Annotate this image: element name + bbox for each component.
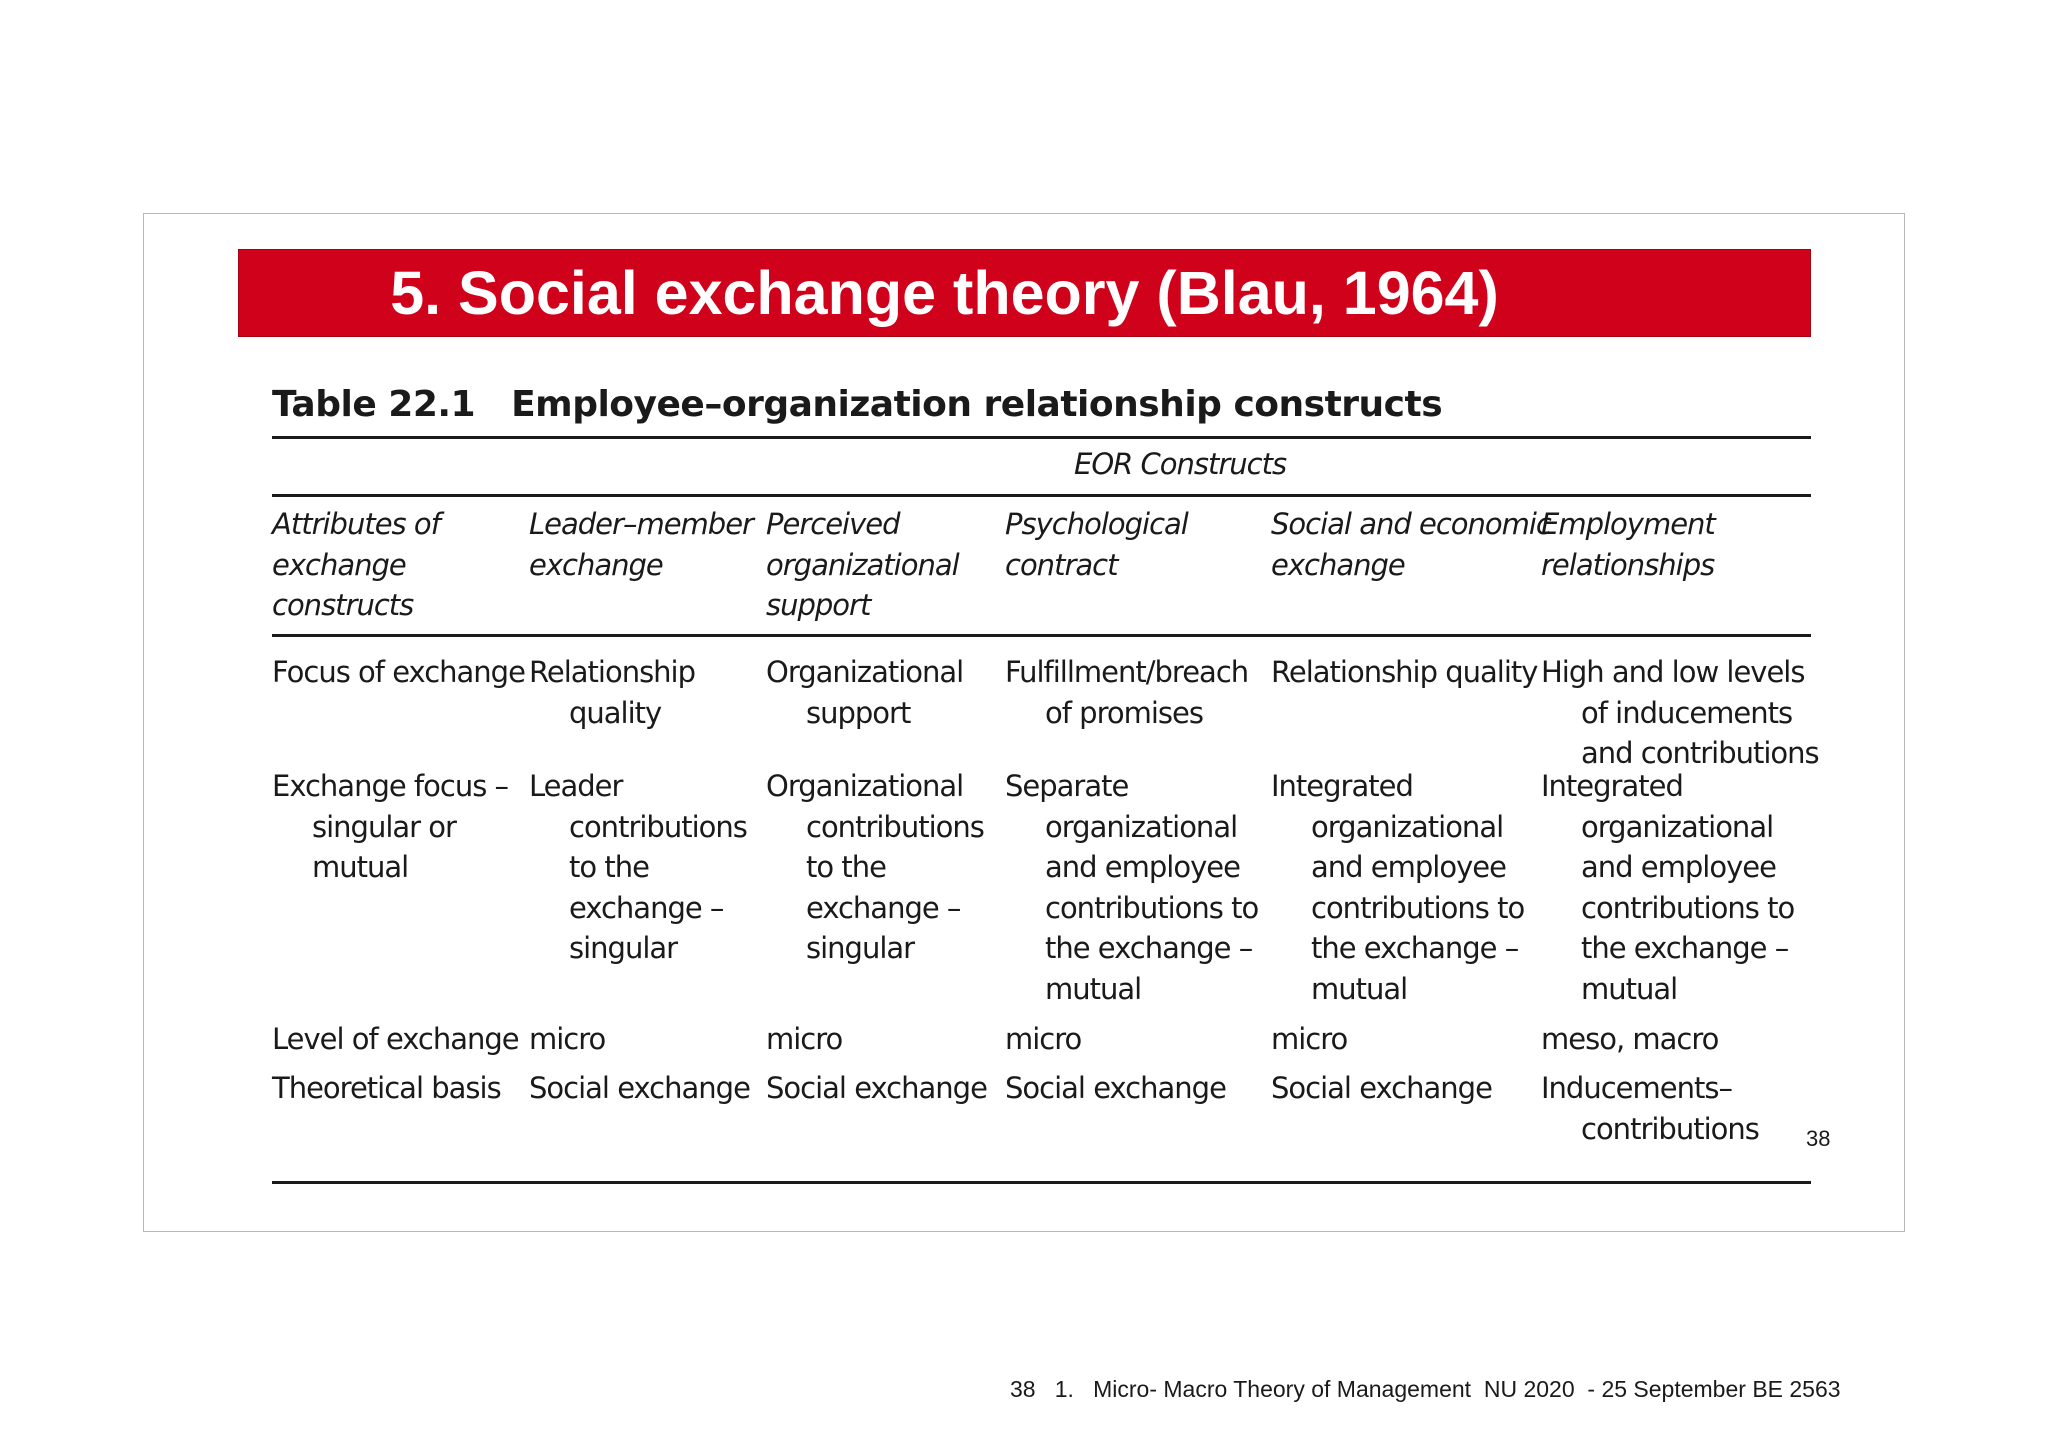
cell-line: micro [529,1022,606,1056]
cell-line: to the [806,850,886,884]
cell-line: micro [766,1022,843,1056]
cell-line: Social exchange [1005,1071,1226,1105]
table-cell [1005,1068,1226,1109]
cell-line: of inducements [1581,695,1793,730]
cell-line: organizational [766,547,959,582]
top-rule [272,436,1811,439]
cell-line: and employee [1311,850,1506,884]
cell-line: exchange [1271,547,1405,582]
cell-line: contributions [806,809,984,844]
cell-line: contributions [1581,1111,1759,1146]
table-cell [1005,1019,1081,1060]
cell-line: Focus of exchange [272,655,525,689]
cell-line: High and low levels [1541,655,1805,689]
cell-line: and contributions [1581,736,1819,770]
cell-line: Integrated [1271,769,1413,803]
cell-line: to the [569,850,649,884]
cell-line: mutual [312,850,409,884]
table-cell [1271,1019,1347,1060]
table-cell [766,1068,987,1109]
cell-line: Organizational [766,655,964,689]
cell-line: Separate [1005,769,1129,803]
cell-line: Level of exchange [272,1022,519,1056]
table-cell [529,766,747,969]
cell-line: Relationship quality [1271,655,1538,689]
column-header [529,504,753,585]
column-header [1271,504,1551,585]
row-label [272,1068,501,1109]
table-title: Employee–organization relationship constructs [511,384,1443,425]
slide-heading: 5. Social exchange theory (Blau, 1964) [390,259,1499,327]
cell-line: Organizational [766,769,964,803]
cell-line: micro [1005,1022,1082,1056]
cell-line: of promises [1045,695,1203,730]
cell-line: singular [569,931,678,965]
cell-line: Exchange focus – [272,769,509,803]
cell-line: micro [1271,1022,1348,1056]
cell-line: mutual [1581,971,1678,1006]
footer [1010,1376,1841,1403]
cell-line: Social exchange [529,1071,750,1105]
table-cell [1541,1068,1759,1149]
cell-line: organizational [1045,809,1238,844]
cell-line: mutual [1311,971,1408,1006]
column-header [1005,504,1188,585]
table-cell [766,766,984,969]
cell-line: Inducements– [1541,1071,1732,1105]
cell-line: Fulfillment/breach [1005,655,1249,689]
table-cell [529,1019,605,1060]
cell-line: Integrated [1541,769,1683,803]
slide-frame [143,213,1905,1232]
column-header [272,504,440,626]
group-header: EOR Constructs [1074,447,1287,481]
cell-line: support [766,588,871,622]
table-cell [1005,766,1258,1009]
cell-line: the exchange – [1581,931,1789,965]
cell-line: Leader–member [529,507,753,541]
cell-line: Perceived [766,507,900,541]
table-number: Table 22.1 [272,384,476,425]
cell-line: the exchange – [1311,931,1519,965]
footer-page-number: 38 [1010,1376,1036,1402]
cell-line: support [806,695,911,730]
cell-line: Social and economic [1271,507,1551,541]
table-cell [1271,1068,1492,1109]
cell-line: Psychological [1005,507,1188,541]
cell-line: Social exchange [1271,1071,1492,1105]
cell-line: exchange [272,547,406,582]
cell-line: Employment [1541,507,1715,541]
table-cell [1541,766,1794,1009]
column-header [1541,504,1715,585]
slide-corner-number: 38 [1806,1126,1831,1151]
footer-text: 1. Micro- Macro Theory of Management NU 2020 - 25 September BE 2563 [1054,1376,1841,1402]
cell-line: Social exchange [766,1071,987,1105]
cell-line: quality [569,695,662,730]
cell-line: meso, macro [1541,1022,1719,1056]
table-cell [1271,652,1537,693]
cell-line: singular or [312,809,456,844]
table-cell [529,1068,750,1109]
cell-line: contributions to [1581,890,1795,925]
cell-line: the exchange – [1045,931,1253,965]
table-cell [1005,652,1248,733]
cell-line: and employee [1581,850,1776,884]
cell-line: constructs [272,588,414,622]
cell-line: exchange [529,547,663,582]
group-rule [272,494,1811,497]
cell-line: Theoretical basis [272,1071,501,1105]
table-cell [1271,766,1524,1009]
cell-line: and employee [1045,850,1240,884]
cell-line: exchange – [806,890,961,925]
cell-line: organizational [1311,809,1504,844]
cell-line: Attributes of [272,507,440,541]
cell-line: Leader [529,769,623,803]
cell-line: exchange – [569,890,724,925]
row-label [272,1019,519,1060]
cell-line: contributions to [1045,890,1259,925]
column-header [766,504,959,626]
bottom-rule [272,1181,1811,1184]
cell-line: contributions [569,809,747,844]
table-cell [766,1019,842,1060]
cell-line: singular [806,931,915,965]
table-cell [1541,652,1819,774]
row-label [272,766,508,888]
table-caption [272,384,1442,425]
title-banner [238,249,1811,337]
cell-line: contract [1005,547,1118,582]
cell-line: organizational [1581,809,1774,844]
table-cell [1541,1019,1718,1060]
table-cell [529,652,695,733]
cell-line: contributions to [1311,890,1525,925]
header-rule [272,634,1811,637]
row-label [272,652,525,693]
cell-line: relationships [1541,547,1715,582]
cell-line: Relationship [529,655,696,689]
table-cell [766,652,963,733]
cell-line: mutual [1045,971,1142,1006]
